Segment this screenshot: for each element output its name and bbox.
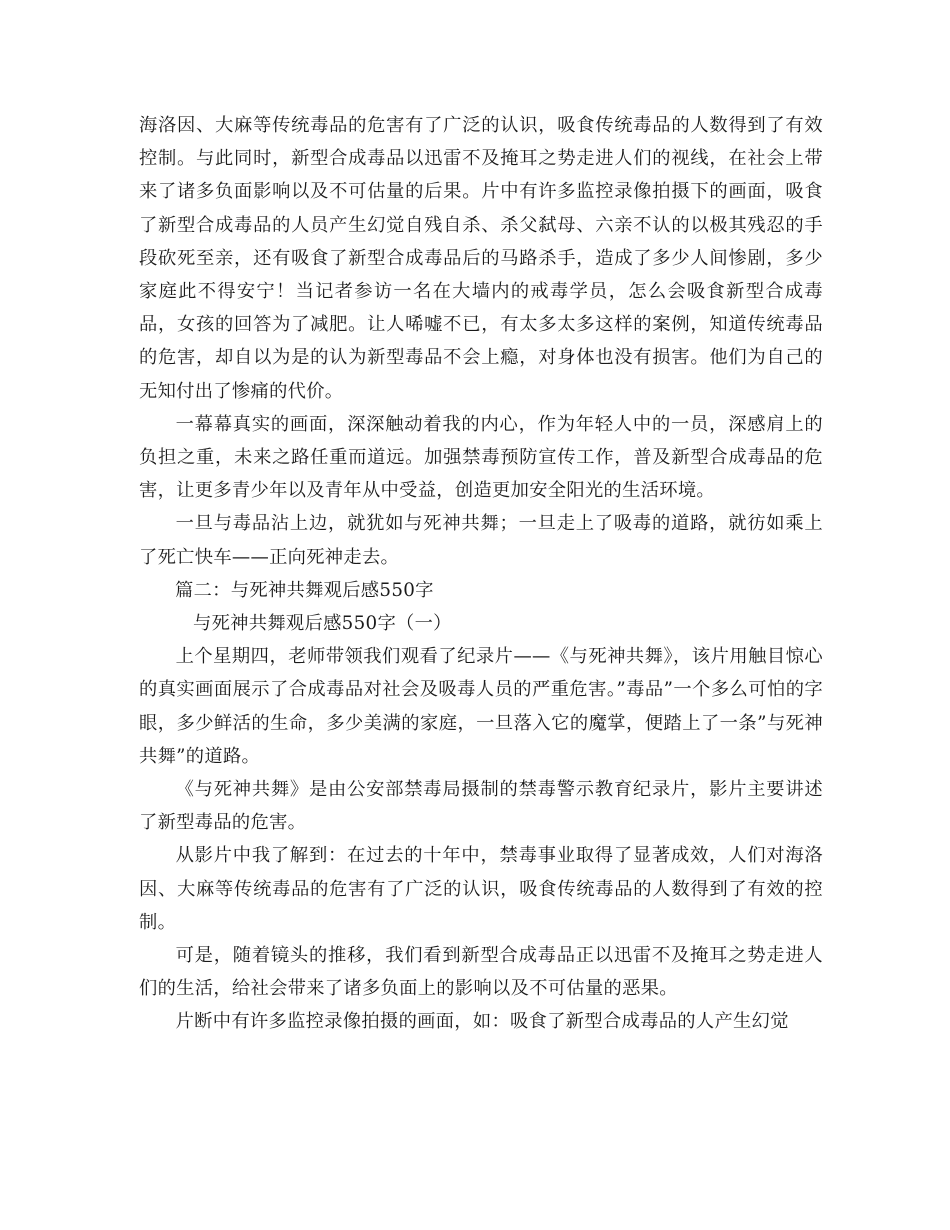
document-body bbox=[139, 109, 823, 1039]
body-paragraph: 一幕幕真实的画面，深深触动着我的内心，作为年轻人中的一员，深感肩上的负担之重，未来之路任重而道远。加强禁毒预防宣传工作，普及新型合成毒品的危害，让更多青少年以及青年从中受益，创造更加安全阳光的生活环境。 bbox=[139, 413, 823, 502]
body-paragraph: 可是，随着镜头的推移，我们看到新型合成毒品正以迅雷不及掩耳之势走进人们的生活，给社会带来了诸多负面上的影响以及不可估量的恶果。 bbox=[139, 945, 823, 1000]
body-paragraph: 海洛因、大麻等传统毒品的危害有了广泛的认识，吸食传统毒品的人数得到了有效控制。与此同时，新型合成毒品以迅雷不及掩耳之势走进人们的视线，在社会上带来了诸多负面影响以及不可估量的后果。片中有许多监控录像拍摄下的画面，吸食了新型合成毒品的人员产生幻觉自残自杀、杀父弑母、六亲不认的以极其残忍的手段砍死至亲，还有吸食了新型合成毒品后的马路杀手，造成了多少人间惨剧，多少家庭此不得安宁！当记者参访一名在大墙内的戒毒学员，怎么会吸食新型合成毒品，女孩的回答为了减肥。让人唏嘘不已，有太多太多这样的案例，知道传统毒品的危害，却自以为是的认为新型毒品不会上瘾，对身体也没有损害。他们为自己的无知付出了惨痛的代价。 bbox=[139, 115, 823, 402]
body-paragraph: 一旦与毒品沾上边，就犹如与死神共舞；一旦走上了吸毒的道路，就彷如乘上了死亡快车——正向死神走去。 bbox=[139, 513, 823, 568]
section-heading: 篇二：与死神共舞观后感550字 bbox=[175, 579, 434, 601]
body-paragraph: 《与死神共舞》是由公安部禁毒局摄制的禁毒警示教育纪录片，影片主要讲述了新型毒品的危害。 bbox=[139, 779, 823, 834]
section-subheading: 与死神共舞观后感550字（一） bbox=[193, 613, 452, 635]
body-paragraph: 从影片中我了解到：在过去的十年中，禁毒事业取得了显著成效，人们对海洛因、大麻等传统毒品的危害有了广泛的认识，吸食传统毒品的人数得到了有效的控制。 bbox=[139, 845, 823, 933]
body-paragraph: 上个星期四，老师带领我们观看了纪录片——《与死神共舞》，该片用触目惊心的真实画面展示了合成毒品对社会及吸毒人员的严重危害。”毒品”一个多么可怕的字眼，多少鲜活的生命，多少美满的家庭，一旦落入它的魔掌，便踏上了一条”与死神共舞”的道路。 bbox=[139, 646, 823, 767]
body-paragraph: 片断中有许多监控录像拍摄的画面，如：吸食了新型合成毒品的人产生幻觉 bbox=[175, 1011, 789, 1033]
